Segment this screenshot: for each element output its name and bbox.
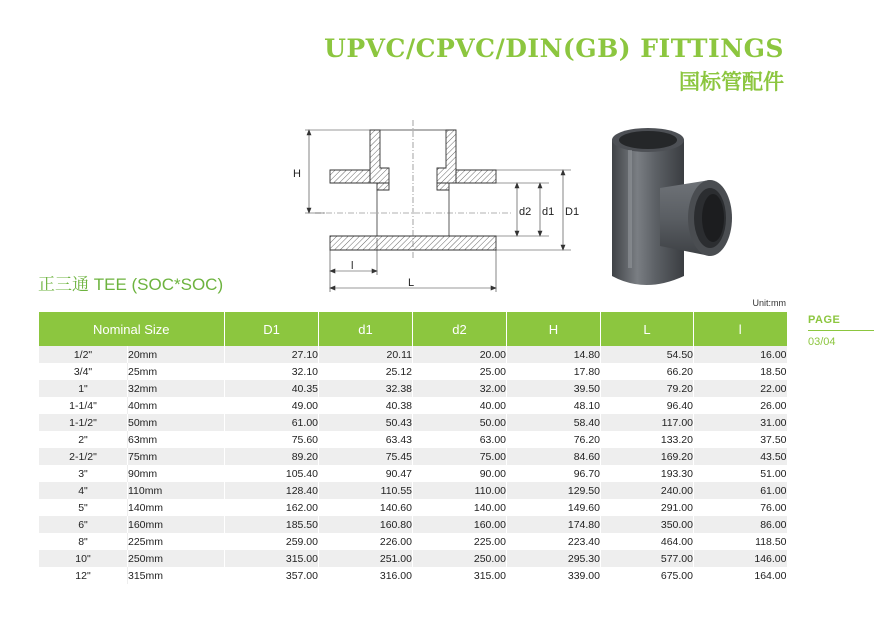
- nominal-size-cell: 10": [39, 550, 128, 567]
- d2-cell: 90.00: [413, 465, 507, 482]
- d1-cell: 226.00: [319, 533, 413, 550]
- d2-cell: 315.00: [413, 567, 507, 584]
- table-header-row: [39, 312, 787, 346]
- size-mm-cell: 75mm: [128, 448, 225, 465]
- size-mm-cell: 110mm: [128, 482, 225, 499]
- table-row: [39, 363, 787, 380]
- d2-cell: 50.00: [413, 414, 507, 431]
- H-cell: 149.60: [507, 499, 601, 516]
- size-mm-cell: 225mm: [128, 533, 225, 550]
- d1-cell: 90.47: [319, 465, 413, 482]
- size-mm-cell: 140mm: [128, 499, 225, 516]
- d1-cell: 50.43: [319, 414, 413, 431]
- dim-label-D1: D1: [565, 206, 580, 218]
- d2-cell: 140.00: [413, 499, 507, 516]
- size-mm-cell: 160mm: [128, 516, 225, 533]
- header-d2: d2: [413, 312, 507, 346]
- l-cell: 26.00: [694, 397, 787, 414]
- l-cell: 22.00: [694, 380, 787, 397]
- d1-cell: 32.38: [319, 380, 413, 397]
- table-body: [39, 346, 787, 584]
- page-divider: [808, 330, 874, 331]
- H-cell: 76.20: [507, 431, 601, 448]
- nominal-size-cell: 1/2": [39, 346, 128, 363]
- nominal-size-cell: 2-1/2": [39, 448, 128, 465]
- H-cell: 295.30: [507, 550, 601, 567]
- d2-cell: 40.00: [413, 397, 507, 414]
- H-cell: 39.50: [507, 380, 601, 397]
- table-row: [39, 567, 787, 584]
- L-cell: 169.20: [601, 448, 694, 465]
- l-cell: 86.00: [694, 516, 787, 533]
- l-cell: 164.00: [694, 567, 787, 584]
- page-label: PAGE: [808, 314, 841, 326]
- l-cell: 146.00: [694, 550, 787, 567]
- d1-cell: 160.80: [319, 516, 413, 533]
- H-cell: 339.00: [507, 567, 601, 584]
- H-cell: 14.80: [507, 346, 601, 363]
- L-cell: 117.00: [601, 414, 694, 431]
- size-mm-cell: 50mm: [128, 414, 225, 431]
- table-row: [39, 414, 787, 431]
- nominal-size-cell: 6": [39, 516, 128, 533]
- H-cell: 58.40: [507, 414, 601, 431]
- dim-label-d1: d1: [542, 206, 555, 218]
- nominal-size-cell: 5": [39, 499, 128, 516]
- l-cell: 51.00: [694, 465, 787, 482]
- size-mm-cell: 90mm: [128, 465, 225, 482]
- H-cell: 129.50: [507, 482, 601, 499]
- table-row: [39, 380, 787, 397]
- D1-cell: 185.50: [225, 516, 319, 533]
- L-cell: 96.40: [601, 397, 694, 414]
- table-row: [39, 533, 787, 550]
- table-row: [39, 516, 787, 533]
- table-row: [39, 346, 787, 363]
- D1-cell: 40.35: [225, 380, 319, 397]
- D1-cell: 162.00: [225, 499, 319, 516]
- table-row: [39, 448, 787, 465]
- L-cell: 240.00: [601, 482, 694, 499]
- H-cell: 48.10: [507, 397, 601, 414]
- H-cell: 17.80: [507, 363, 601, 380]
- D1-cell: 61.00: [225, 414, 319, 431]
- dim-label-l: l: [351, 260, 354, 272]
- l-cell: 43.50: [694, 448, 787, 465]
- d1-cell: 251.00: [319, 550, 413, 567]
- table-row: [39, 397, 787, 414]
- nominal-size-cell: 3": [39, 465, 128, 482]
- size-mm-cell: 250mm: [128, 550, 225, 567]
- nominal-size-cell: 1-1/2": [39, 414, 128, 431]
- l-cell: 31.00: [694, 414, 787, 431]
- H-cell: 96.70: [507, 465, 601, 482]
- d1-cell: 63.43: [319, 431, 413, 448]
- d2-cell: 63.00: [413, 431, 507, 448]
- D1-cell: 27.10: [225, 346, 319, 363]
- nominal-size-cell: 8": [39, 533, 128, 550]
- l-cell: 118.50: [694, 533, 787, 550]
- d2-cell: 110.00: [413, 482, 507, 499]
- dim-label-H: H: [293, 168, 301, 180]
- d1-cell: 110.55: [319, 482, 413, 499]
- d1-cell: 20.11: [319, 346, 413, 363]
- header-l: l: [694, 312, 787, 346]
- d2-cell: 75.00: [413, 448, 507, 465]
- d1-cell: 25.12: [319, 363, 413, 380]
- L-cell: 133.20: [601, 431, 694, 448]
- d1-cell: 316.00: [319, 567, 413, 584]
- table-row: [39, 431, 787, 448]
- unit-label: Unit:mm: [752, 298, 786, 308]
- table-row: [39, 499, 787, 516]
- nominal-size-cell: 4": [39, 482, 128, 499]
- L-cell: 291.00: [601, 499, 694, 516]
- l-cell: 18.50: [694, 363, 787, 380]
- size-mm-cell: 25mm: [128, 363, 225, 380]
- header-D1: D1: [225, 312, 319, 346]
- D1-cell: 32.10: [225, 363, 319, 380]
- d2-cell: 225.00: [413, 533, 507, 550]
- d2-cell: 20.00: [413, 346, 507, 363]
- d1-cell: 40.38: [319, 397, 413, 414]
- D1-cell: 128.40: [225, 482, 319, 499]
- l-cell: 16.00: [694, 346, 787, 363]
- D1-cell: 75.60: [225, 431, 319, 448]
- size-mm-cell: 315mm: [128, 567, 225, 584]
- L-cell: 54.50: [601, 346, 694, 363]
- catalog-subtitle: 国标管配件: [679, 70, 784, 94]
- header-H: H: [507, 312, 601, 346]
- d1-cell: 75.45: [319, 448, 413, 465]
- header-d1: d1: [319, 312, 413, 346]
- nominal-size-cell: 1": [39, 380, 128, 397]
- D1-cell: 259.00: [225, 533, 319, 550]
- L-cell: 577.00: [601, 550, 694, 567]
- l-cell: 37.50: [694, 431, 787, 448]
- product-name: 正三通 TEE (SOC*SOC): [38, 275, 224, 294]
- D1-cell: 357.00: [225, 567, 319, 584]
- d2-cell: 160.00: [413, 516, 507, 533]
- tee-product-photo: [600, 118, 745, 298]
- D1-cell: 315.00: [225, 550, 319, 567]
- dim-label-L: L: [408, 277, 415, 289]
- L-cell: 66.20: [601, 363, 694, 380]
- size-mm-cell: 20mm: [128, 346, 225, 363]
- l-cell: 61.00: [694, 482, 787, 499]
- H-cell: 223.40: [507, 533, 601, 550]
- L-cell: 79.20: [601, 380, 694, 397]
- dimensions-table: [38, 312, 787, 584]
- H-cell: 84.60: [507, 448, 601, 465]
- table-row: [39, 550, 787, 567]
- L-cell: 675.00: [601, 567, 694, 584]
- page-number: 03/04: [808, 336, 836, 348]
- l-cell: 76.00: [694, 499, 787, 516]
- D1-cell: 105.40: [225, 465, 319, 482]
- d1-cell: 140.60: [319, 499, 413, 516]
- tee-cross-section-diagram: [285, 118, 605, 298]
- header-nominal-size: Nominal Size: [39, 312, 225, 346]
- d2-cell: 32.00: [413, 380, 507, 397]
- size-mm-cell: 32mm: [128, 380, 225, 397]
- d2-cell: 25.00: [413, 363, 507, 380]
- nominal-size-cell: 3/4": [39, 363, 128, 380]
- size-mm-cell: 63mm: [128, 431, 225, 448]
- nominal-size-cell: 2": [39, 431, 128, 448]
- d2-cell: 250.00: [413, 550, 507, 567]
- D1-cell: 89.20: [225, 448, 319, 465]
- L-cell: 464.00: [601, 533, 694, 550]
- size-mm-cell: 40mm: [128, 397, 225, 414]
- table-row: [39, 482, 787, 499]
- catalog-title: UPVC/CPVC/DIN(GB) FITTINGS: [324, 34, 784, 63]
- H-cell: 174.80: [507, 516, 601, 533]
- D1-cell: 49.00: [225, 397, 319, 414]
- table-row: [39, 465, 787, 482]
- nominal-size-cell: 12": [39, 567, 128, 584]
- L-cell: 350.00: [601, 516, 694, 533]
- L-cell: 193.30: [601, 465, 694, 482]
- dim-label-d2: d2: [519, 206, 532, 218]
- header-L: L: [601, 312, 694, 346]
- nominal-size-cell: 1-1/4": [39, 397, 128, 414]
